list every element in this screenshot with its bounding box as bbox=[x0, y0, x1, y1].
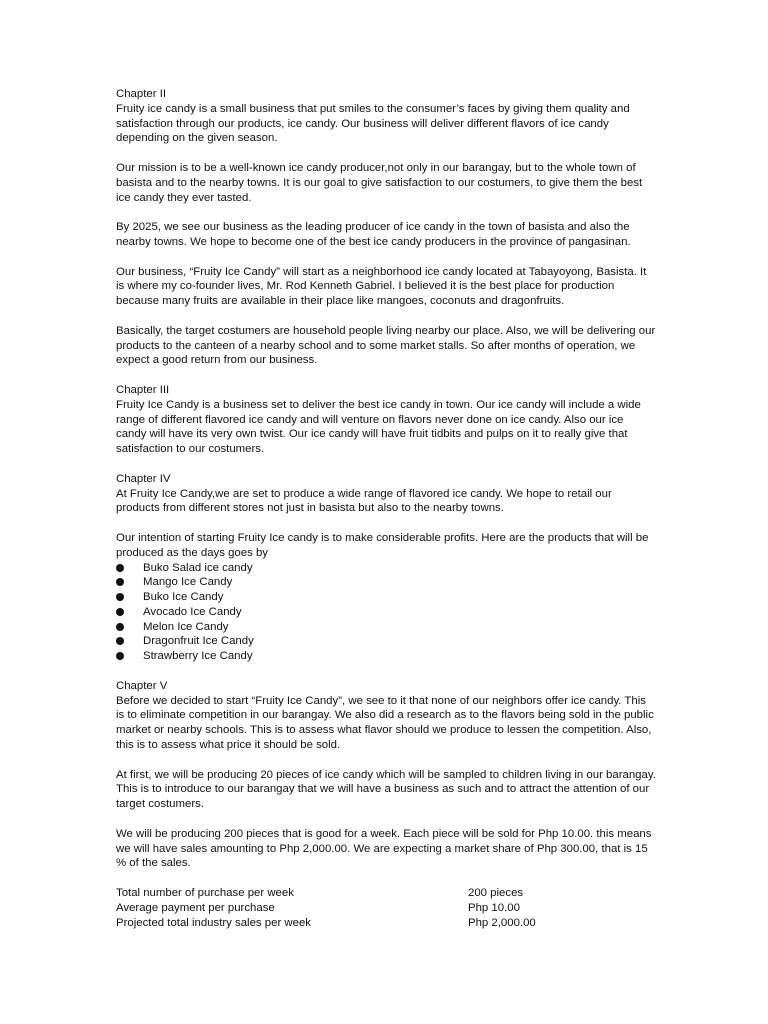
bullet-icon bbox=[116, 564, 124, 572]
sales-summary-table bbox=[116, 886, 656, 930]
product-list bbox=[116, 561, 656, 665]
bullet-icon bbox=[116, 578, 124, 586]
chapter-3-section bbox=[116, 383, 656, 457]
chapter-2-paragraph-4: Our business, “Fruity Ice Candy” will start as a neighborhood ice candy located at Tabayoyong, Basista. It is where my co-founder lives, Mr. Rod Kenneth Gabriel. I believed it is the best place for production because many fruits are available in their place like mangoes, coconuts and dragonfruits. bbox=[116, 265, 647, 308]
chapter-2-paragraph-3: By 2025, we see our business as the leading producer of ice candy in the town of basista and also the nearby towns. We hope to become one of the best ice candy producers in the province of pangasinan. bbox=[116, 221, 631, 248]
product-name: Buko Ice Candy bbox=[143, 591, 224, 604]
chapter-3-paragraph-1: Fruity Ice Candy is a business set to deliver the best ice candy in town. Our ice candy will include a wide range of different flavored ice candy and will venture on flavors never done on ice candy. Also our ice candy will have its very own twist. Our ice candy will have fruit tidbits and pulps on it to really give that satisfaction to our costumers. bbox=[116, 398, 641, 456]
bullet-icon bbox=[116, 593, 124, 601]
bullet-icon bbox=[116, 608, 124, 616]
chapter-3-heading: Chapter III bbox=[116, 383, 170, 396]
chapter-4-paragraph-1: At Fruity Ice Candy,we are set to produce a wide range of flavored ice candy. We hope to retail our products from different stores not just in basista but also to the nearby towns. bbox=[116, 487, 612, 515]
product-name: Dragonfruit Ice Candy bbox=[143, 635, 254, 648]
list-item bbox=[116, 620, 656, 635]
list-item bbox=[116, 649, 656, 664]
table-row bbox=[116, 886, 656, 901]
chapter-5-heading: Chapter V bbox=[116, 679, 168, 692]
row-label: Projected total industry sales per week bbox=[116, 916, 312, 929]
bullet-icon bbox=[116, 623, 124, 631]
list-item bbox=[116, 561, 656, 576]
list-item bbox=[116, 590, 656, 605]
row-value: 200 pieces bbox=[468, 887, 524, 900]
product-name: Melon Ice Candy bbox=[143, 620, 229, 633]
chapter-5-paragraph-1: Before we decided to start “Fruity Ice Candy”, we see to it that none of our neighbors offer ice candy. This is to eliminate competition in our barangay. We also did a research as to the flavors being sold in the public market or nearby schools. This is to assess what flavor should we produce to lessen the competition. Also, this is to assess what price it should be sold. bbox=[116, 694, 654, 752]
product-name: Strawberry Ice Candy bbox=[143, 650, 253, 663]
table-row bbox=[116, 916, 656, 931]
chapter-4-heading: Chapter IV bbox=[116, 472, 171, 485]
product-name: Avocado Ice Candy bbox=[143, 605, 242, 618]
list-item bbox=[116, 605, 656, 620]
chapter-2-intro bbox=[116, 87, 656, 146]
row-label: Average payment per purchase bbox=[116, 901, 275, 914]
document-page bbox=[116, 87, 656, 930]
bullet-icon bbox=[116, 637, 124, 645]
chapter-5-paragraph-2: At first, we will be producing 20 pieces of ice candy which will be sampled to children living in our barangay. This is to introduce to our barangay that we will have a business as such and to attract the attention of our target costumers. bbox=[116, 768, 656, 811]
chapter-2-paragraph-1: Fruity ice candy is a small business that put smiles to the consumer’s faces by giving them quality and satisfaction through our products, ice candy. Our business will deliver different flavors of ice candy depending on the given season. bbox=[116, 102, 630, 145]
chapter-4-intro bbox=[116, 472, 656, 516]
chapter-5-paragraph-3: We will be producing 200 pieces that is good for a week. Each piece will be sold for Php 10.00. this means we will have sales amounting to Php 2,000.00. We are expecting a market share of Php 300.00, that is 15 % of the sales. bbox=[116, 827, 652, 870]
product-name: Buko Salad ice candy bbox=[143, 561, 253, 574]
chapter-2-paragraph-5: Basically, the target costumers are household people living nearby our place. Also, we will be delivering our products to the canteen of a nearby school and to some market stalls. So after months of operation, we expect a good return from our business. bbox=[116, 324, 656, 367]
list-item bbox=[116, 634, 656, 649]
row-label: Total number of purchase per week bbox=[116, 887, 294, 900]
chapter-5-intro bbox=[116, 679, 656, 753]
product-name: Mango Ice Candy bbox=[143, 576, 233, 589]
list-item bbox=[116, 575, 656, 590]
row-value: Php 10.00 bbox=[468, 901, 520, 914]
chapter-2-heading: Chapter II bbox=[116, 88, 167, 100]
row-value: Php 2,000.00 bbox=[468, 916, 536, 929]
table-row bbox=[116, 901, 656, 916]
chapter-2-paragraph-2: Our mission is to be a well-known ice candy producer,not only in our barangay, but to the whole town of basista and to the nearby towns. It is our goal to give satisfaction to our costumers, to give them the best ice candy they ever tasted. bbox=[116, 161, 643, 204]
chapter-4-paragraph-2: Our intention of starting Fruity Ice candy is to make considerable profits. Here are the products that will be produced as the days goes by bbox=[116, 531, 649, 559]
bullet-icon bbox=[116, 652, 124, 660]
